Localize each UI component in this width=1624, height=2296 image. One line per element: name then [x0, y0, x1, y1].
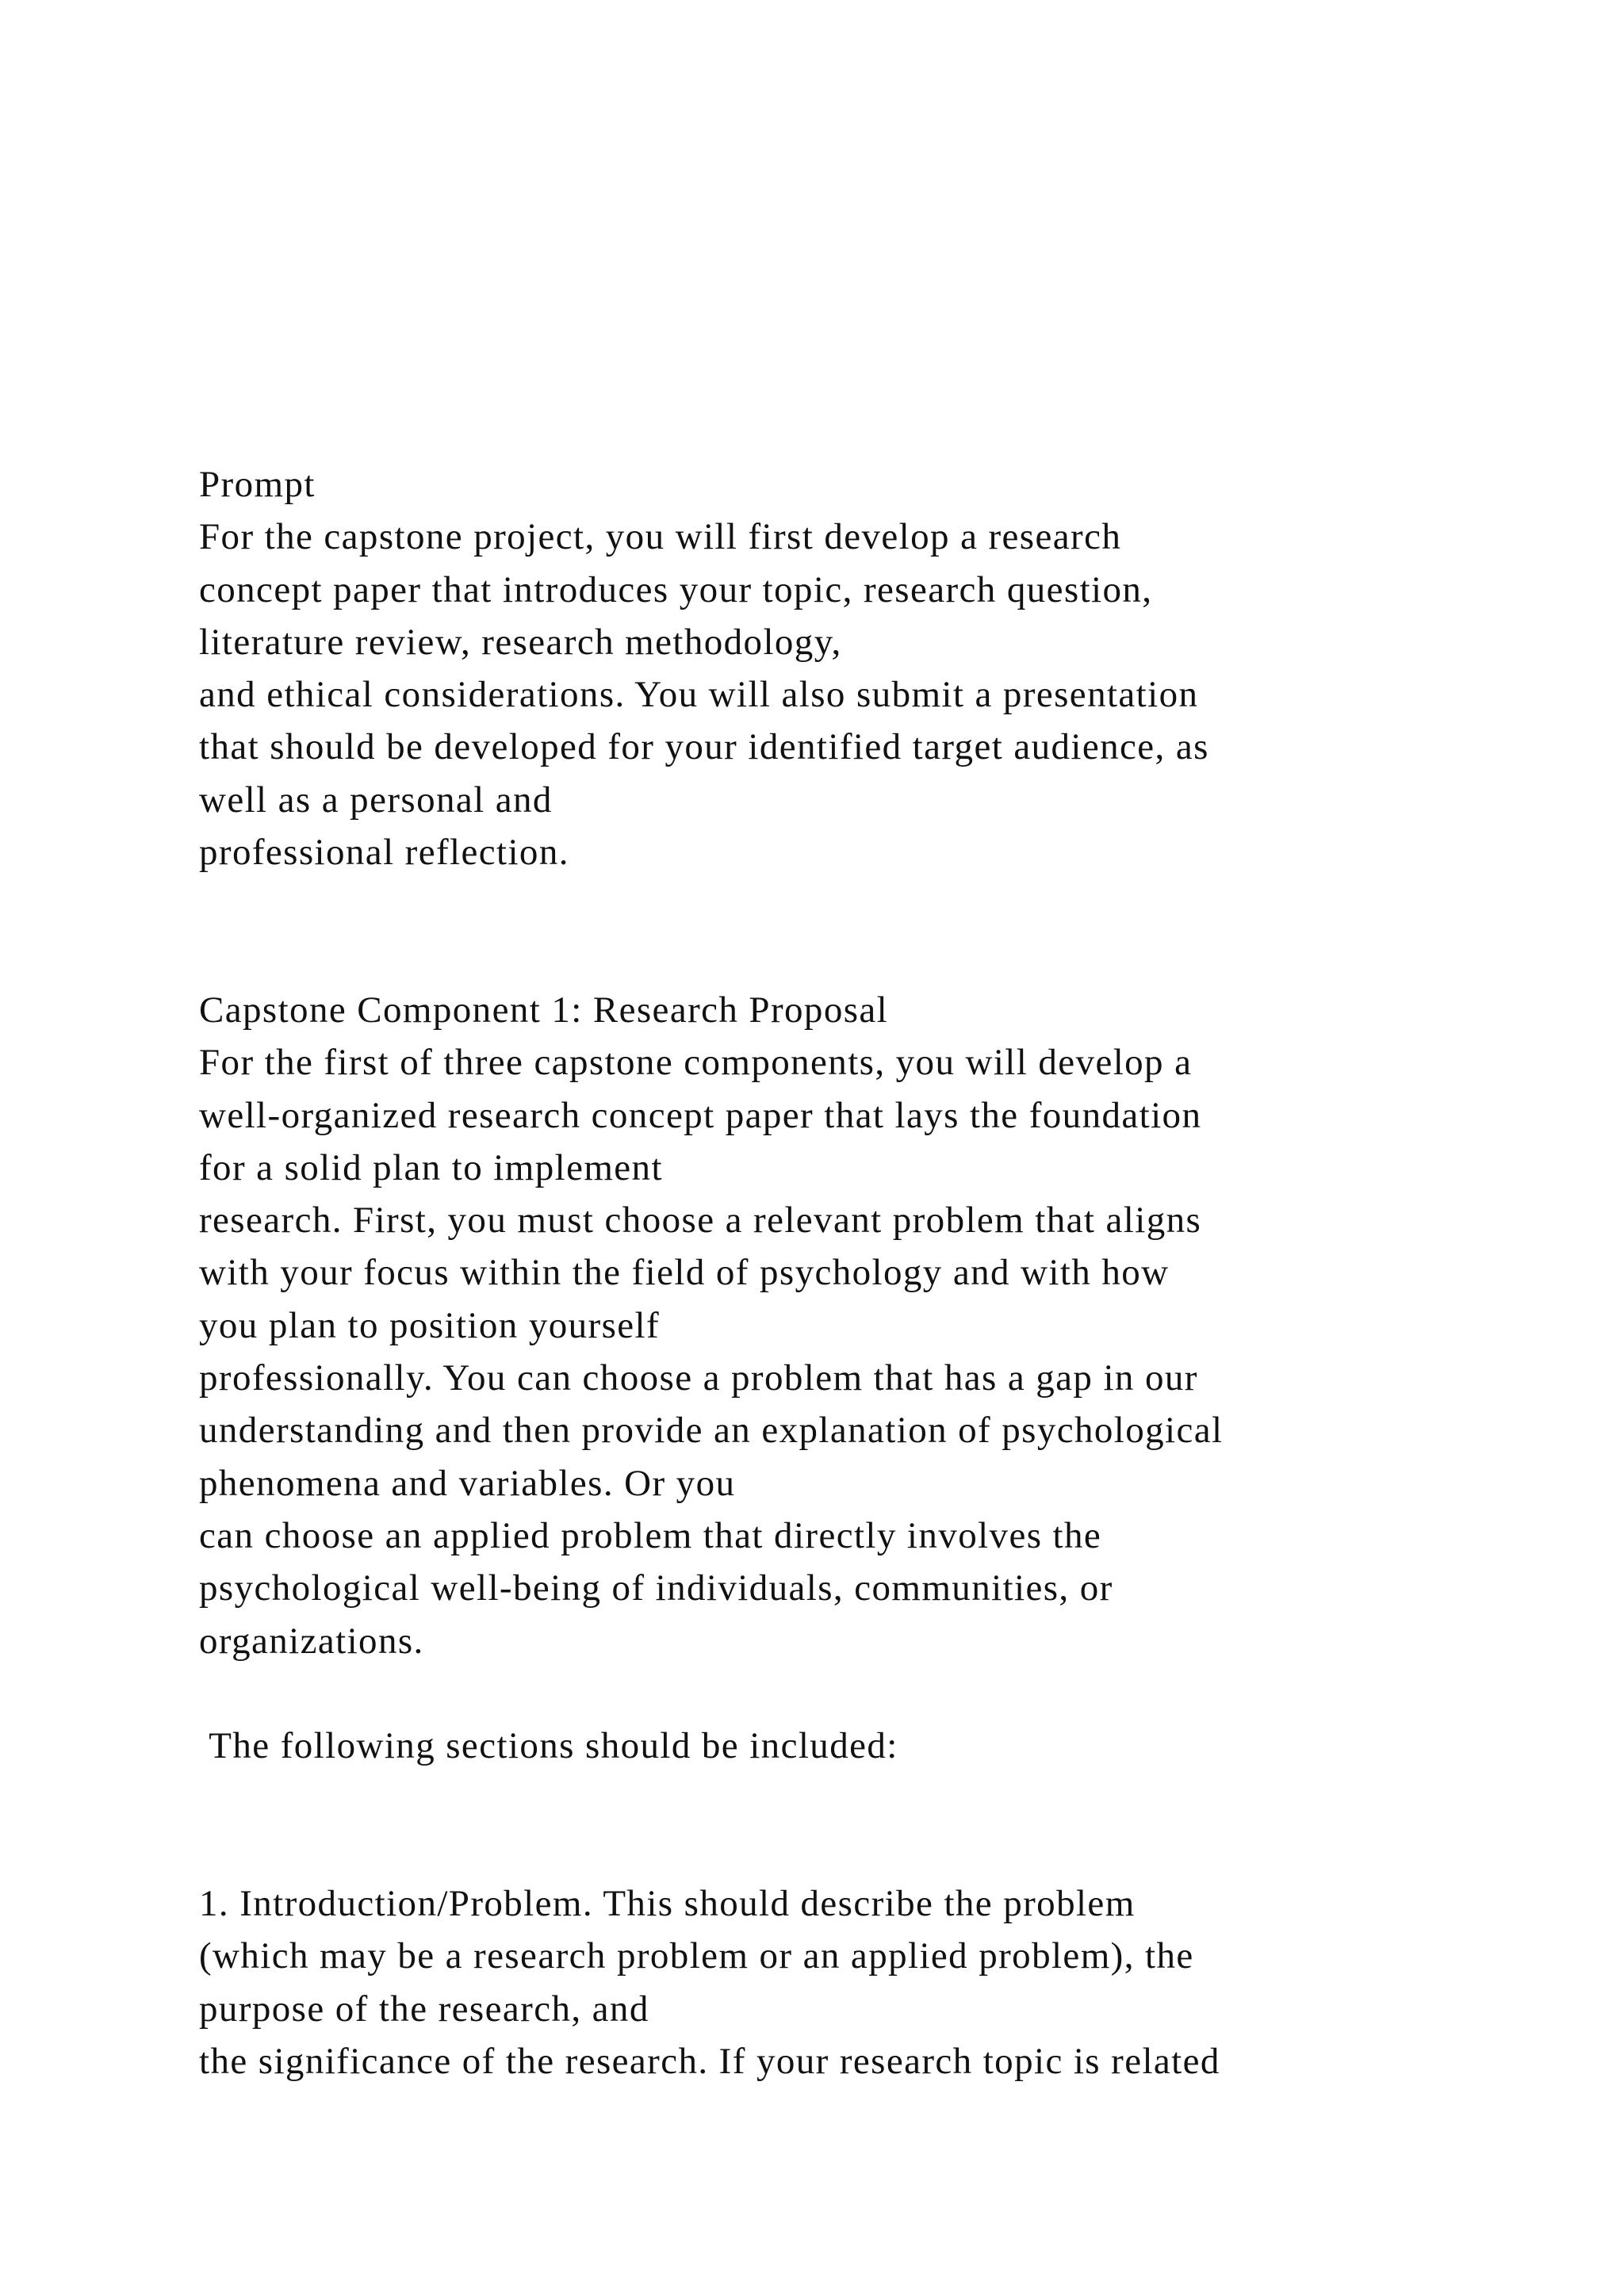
blank-line: [199, 1825, 1563, 1877]
section-heading-capstone-component: Capstone Component 1: Research Proposal: [199, 989, 889, 1031]
text-line: (which may be a research problem or an applied problem), the: [199, 1935, 1194, 1977]
text-line: For the capstone project, you will first develop a research: [199, 516, 1122, 558]
blank-line: [199, 878, 1563, 931]
text-line: purpose of the research, and: [199, 1988, 649, 2030]
text-line: well-organized research concept paper that lays the foundation: [199, 1094, 1202, 1136]
section-heading-prompt: Prompt: [199, 464, 316, 505]
text-line: and ethical considerations. You will also submit a presentation: [199, 674, 1199, 716]
text-line: with your focus within the field of psychology and with how: [199, 1252, 1170, 1294]
text-line: organizations.: [199, 1620, 424, 1662]
list-item-introduction: 1. Introduction/Problem. This should describe the problem: [199, 1883, 1136, 1925]
text-line: understanding and then provide an explanation of psychological: [199, 1410, 1224, 1452]
text-line: that should be developed for your identified target audience, as: [199, 726, 1209, 768]
text-line: literature review, research methodology,: [199, 621, 842, 663]
blank-line: [199, 1667, 1563, 1720]
text-line: concept paper that introduces your topic, research question,: [199, 568, 1153, 610]
text-line: for a solid plan to implement: [199, 1146, 663, 1188]
blank-line: [199, 1772, 1563, 1824]
text-line: The following sections should be included:: [199, 1725, 898, 1767]
text-line: professional reflection.: [199, 832, 569, 874]
text-line: For the first of three capstone components, you will develop a: [199, 1042, 1193, 1084]
text-line: research. First, you must choose a relevant problem that aligns: [199, 1200, 1202, 1242]
text-line: professionally. You can choose a problem that has a gap in our: [199, 1357, 1198, 1399]
text-line: well as a personal and: [199, 779, 553, 821]
document-body: [199, 458, 1563, 2087]
text-line: you plan to position yourself: [199, 1304, 661, 1346]
text-line: psychological well-being of individuals, communities, or: [199, 1567, 1113, 1609]
text-line: can choose an applied problem that directly involves the: [199, 1514, 1102, 1556]
text-line: phenomena and variables. Or you: [199, 1462, 736, 1504]
blank-line: [199, 932, 1563, 984]
text-line: the significance of the research. If your research topic is related: [199, 2040, 1220, 2082]
